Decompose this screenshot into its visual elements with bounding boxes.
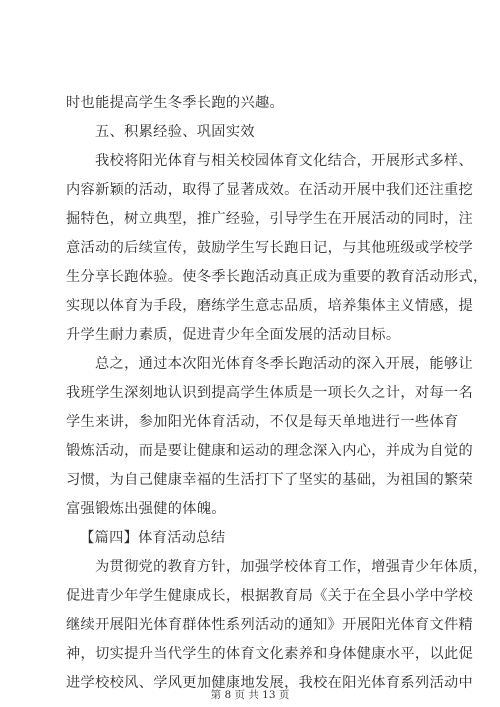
text-line: 时也能提高学生冬季长跑的兴趣。 [66, 95, 285, 111]
text-line: 继续开展阳光体育群体性系列活动的通知》开展阳光体育文件精 [66, 617, 474, 633]
text-line: 生分享长跑体验。使冬季长跑活动真正成为重要的教育活动形式， [66, 269, 488, 285]
text-line: 促进青少年学生健康成长，根据教育局《关于在全县小学中学校 [66, 588, 474, 604]
text-line: 意活动的后续宣传，鼓励学生写长跑日记，与其他班级或学校学 [66, 240, 474, 256]
text-line: 升学生耐力素质，促进青少年全面发展的活动目标。 [66, 327, 401, 343]
text-line: 为贯彻党的教育方针，加强学校体育工作，增强青少年体质， [95, 559, 488, 575]
text-line: 学生来讲，参加阳光体育活动，不仅是每天单地进行一些体育 [66, 414, 459, 430]
text-line: 神，切实提升当代学生的体育文化素养和身体健康水平，以此促 [66, 646, 474, 662]
text-line: 我校将阳光体育与相关校园体育文化结合，开展形式多样、 [95, 153, 473, 169]
text-line: 锻炼活动，而是要让健康和运动的理念深入内心，并成为自觉的 [66, 443, 474, 459]
text-line: 总之，通过本次阳光体育冬季长跑活动的深入开展，能够让 [95, 356, 473, 372]
text-line: 我班学生深刻地认识到提高学生体质是一项长久之计，对每一名 [66, 385, 474, 401]
page-number-footer: 第 8 页 共 13 页 [210, 689, 290, 701]
text-line: 内容新颖的活动，取得了显著成效。在活动开展中我们还注重挖 [66, 182, 474, 198]
text-line: 富强锻炼出强健的体魄。 [66, 501, 226, 517]
article-heading: 【篇四】体育活动总结 [80, 530, 226, 546]
text-line: 进学校校风、学风更加健康地发展，我校在阳光体育系列活动中 [66, 675, 474, 691]
text-line: 实现以体育为手段，磨练学生意志品质，培养集体主义情感，提 [66, 298, 474, 314]
section-heading: 五、积累经验、巩固实效 [95, 124, 255, 140]
text-line: 掘特色，树立典型，推广经验，引导学生在开展活动的同时，注 [66, 211, 474, 227]
text-line: 习惯，为自己健康幸福的生活打下了坚实的基础，为祖国的繁荣 [66, 472, 474, 488]
